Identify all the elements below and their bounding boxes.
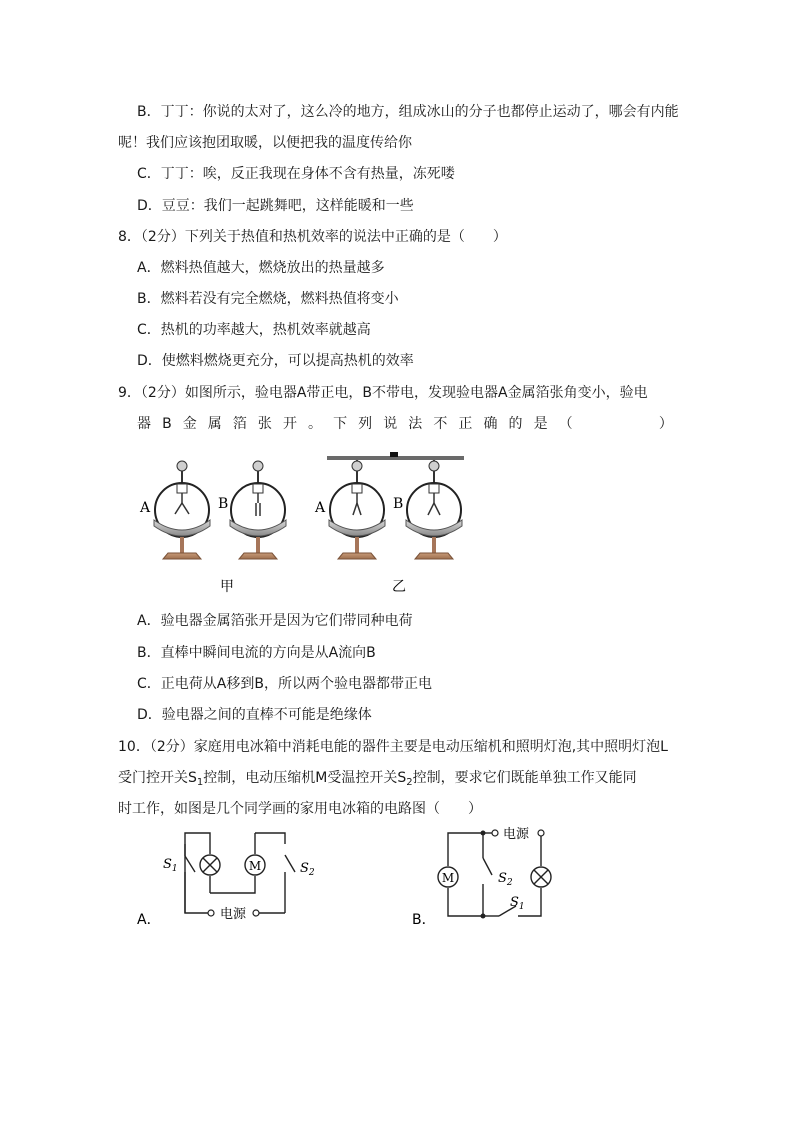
q8-stem: 8．（2分）下列关于热值和热机效率的说法中正确的是（ ） — [118, 229, 507, 245]
circuit-b-option: B． — [412, 912, 436, 928]
q9-stem-line1: 9．（2分）如图所示，验电器A带正电，B不带电，发现验电器A金属箔张角变小，验电 — [118, 385, 648, 401]
q9-stem-char: 属 — [207, 416, 222, 432]
power-label-b: 电源 — [502, 827, 530, 842]
circuit-a-option: A． — [137, 912, 161, 928]
q9-option-b: B．直棒中瞬间电流的方向是从A流向B — [137, 645, 376, 661]
motor-label-b: M — [441, 871, 455, 885]
q9-stem-char: 是 — [533, 416, 548, 432]
power-label: 电源 — [219, 907, 247, 922]
q10-stem-line1: 10．（2分）家庭用电冰箱中消耗电能的器件主要是电动压缩机和照明灯泡,其中照明灯泡L — [118, 739, 668, 755]
terminal-icon — [492, 830, 498, 836]
switch-s2-icon — [483, 858, 492, 875]
caption-yi: 乙 — [392, 579, 406, 595]
label-a-jia: A — [140, 500, 151, 516]
q9-stem-char: B — [162, 416, 172, 432]
q8-option-a: A．燃料热值越大，燃烧放出的热量越多 — [137, 260, 385, 276]
q9-stem-char: 法 — [408, 416, 423, 432]
q9-stem-char: 的 — [508, 416, 523, 432]
q9-stem-char: 箔 — [232, 416, 247, 432]
q9-stem-char: 开 — [282, 416, 297, 432]
q8-option-d: D．使燃料燃烧更充分，可以提高热机的效率 — [137, 353, 414, 369]
q7-option-d: D．豆豆：我们一起跳舞吧，这样能暖和一些 — [137, 198, 414, 214]
label-b-yi: B — [393, 496, 404, 512]
label-b-jia: B — [218, 496, 229, 512]
q9-option-d: D．验电器之间的直棒不可能是绝缘体 — [137, 707, 372, 723]
q9-stem-char: 正 — [458, 416, 473, 432]
q9-stem-char: 金 — [182, 416, 197, 432]
q7-option-b-line2: 呢！我们应该抱团取暖，以便把我的温度传给你 — [118, 135, 412, 151]
q10-stem-line2: 受门控开关$S_1$控制，电动压缩机M受温控开关$S_2$控制，要求它们既能单独工作又能同 — [118, 770, 637, 788]
q9-stem-char: 张 — [257, 416, 272, 432]
q9-stem-char: 确 — [483, 416, 498, 432]
s1-label: $S_1$ — [163, 857, 178, 874]
q9-stem-char: 说 — [383, 416, 398, 432]
s1-label-b: $S_1$ — [510, 895, 525, 912]
motor-label: M — [248, 859, 262, 873]
s2-label: $S_2$ — [300, 861, 315, 878]
q8-option-b: B．燃料若没有完全燃烧，燃料热值将变小 — [137, 291, 399, 307]
q9-option-c: C．正电荷从A移到B，所以两个验电器都带正电 — [137, 676, 432, 692]
q10-stem-line3: 时工作，如图是几个同学画的家用电冰箱的电路图（ ） — [118, 801, 482, 817]
q8-option-c: C．热机的功率越大，热机效率就越高 — [137, 322, 371, 338]
q9-stem-char: 器 — [137, 416, 151, 432]
q9-stem-char: ） — [658, 416, 673, 432]
q9-stem-char: 下 — [333, 416, 348, 432]
q9-stem-char: （ — [558, 416, 573, 432]
caption-jia: 甲 — [220, 579, 234, 595]
q9-stem-char: 。 — [308, 416, 323, 432]
q9-stem-char: 不 — [433, 416, 448, 432]
terminal-icon — [538, 830, 544, 836]
q9-stem-char: 列 — [358, 416, 373, 432]
s2-label-b: $S_2$ — [498, 871, 513, 888]
label-a-yi: A — [315, 500, 326, 516]
q9-option-a: A．验电器金属箔张开是因为它们带同种电荷 — [137, 613, 413, 629]
q7-option-c: C．丁丁：唉，反正我现在身体不含有热量，冻死喽 — [137, 166, 455, 182]
q7-option-b-line1: B．丁丁：你说的太对了，这么冷的地方，组成冰山的分子也都停止运动了，哪会有内能 — [137, 104, 679, 120]
